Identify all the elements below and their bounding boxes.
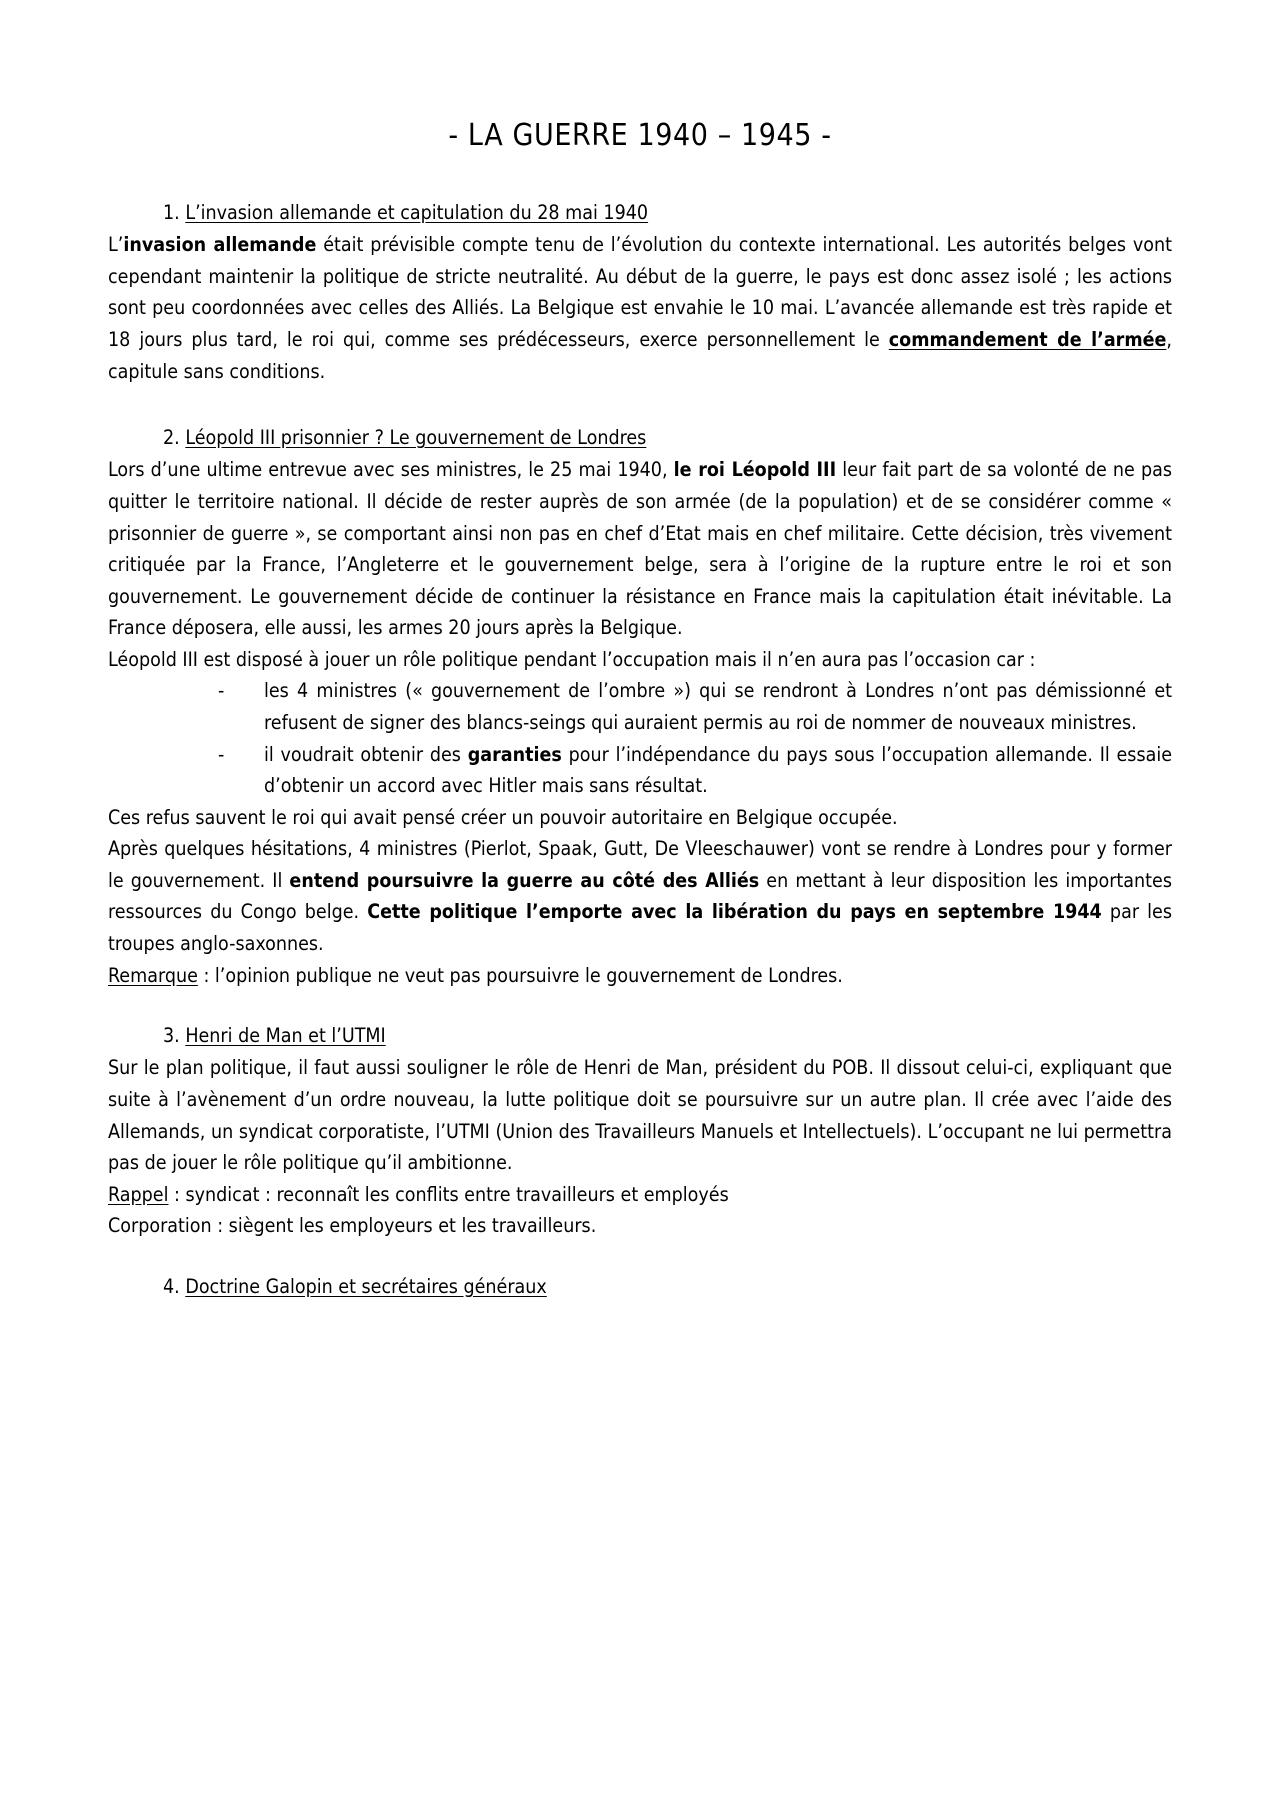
section-heading-4	[108, 1272, 1172, 1301]
bullet-dash-icon: -	[218, 679, 225, 703]
paragraph-2-4: Après quelques hésitations, 4 ministres (Pierlot, Spaak, Gutt, De Vleeschauwer) vont se rendre à Londres pour y former le gouvernement. Il entend poursuivre la guerre au côté des Alliés en mettant à leur disposition les importantes ressources du Congo belge. Cette politique l’emporte avec la libération du pays en septembre 1944 par les troupes anglo-saxonnes.	[108, 837, 1172, 956]
section-heading-3	[108, 1021, 1172, 1050]
paragraph-2-2: Léopold III est disposé à jouer un rôle politique pendant l’occupation mais il n’en aura pas l’occasion car :	[108, 647, 1036, 671]
paragraph-3-2: Rappel : syndicat : reconnaît les conflits entre travailleurs et employés	[108, 1182, 729, 1206]
section-title-3: Henri de Man et l’UTMI	[185, 1024, 386, 1048]
section-heading-2	[108, 423, 1172, 452]
section-number-3: 3.	[163, 1024, 180, 1048]
list-item-text: il voudrait obtenir des garanties pour l’indépendance du pays sous l’occupation allemande. Il essaie d’obtenir un accord avec Hitler mais sans résultat.	[264, 742, 1173, 798]
section-number-4: 4.	[163, 1274, 180, 1298]
paragraph-2-5: Remarque : l’opinion publique ne veut pas poursuivre le gouvernement de Londres.	[108, 963, 843, 987]
section-title-4: Doctrine Galopin et secrétaires généraux	[185, 1274, 547, 1298]
paragraph-2-1: Lors d’une ultime entrevue avec ses ministres, le 25 mai 1940, le roi Léopold III leur fait part de sa volonté de ne pas quitter le territoire national. Il décide de rester auprès de son armée (de la population) et de se considérer comme « prisonnier de guerre », se comportant ainsi non pas en chef d’Etat mais en chef militaire. Cette décision, très vivement critiquée par la France, l’Angleterre et le gouvernement belge, sera à l’origine de la rupture entre le roi et son gouvernement. Le gouvernement décide de continuer la résistance en France mais la capitulation était inévitable. La France déposera, elle aussi, les armes 20 jours après la Belgique.	[108, 458, 1172, 640]
spacer	[108, 991, 1172, 1021]
section-number-2: 2.	[163, 426, 180, 450]
section-title-2: Léopold III prisonnier ? Le gouvernement de Londres	[185, 426, 647, 450]
paragraph-3-1: Sur le plan politique, il faut aussi souligner le rôle de Henri de Man, président du POB. Il dissout celui-ci, expliquant que suite à l’avènement d’un ordre nouveau, la lutte politique doit se poursuivre sur un autre plan. Il crée avec l’aide des Allemands, un syndicat corporatiste, l’UTMI (Union des Travailleurs Manuels et Intellectuels). L’occupant ne lui permettra pas de jouer le rôle politique qu’il ambitionne.	[108, 1056, 1172, 1175]
spacer	[108, 1242, 1172, 1272]
section-heading-1	[108, 198, 1172, 227]
paragraph-3-3: Corporation : siègent les employeurs et les travailleurs.	[108, 1214, 597, 1238]
section-title-1: L’invasion allemande et capitulation du 28 mai 1940	[185, 201, 649, 224]
list-item	[218, 675, 1172, 738]
paragraph-1-1: L’invasion allemande était prévisible compte tenu de l’évolution du contexte international. Les autorités belges vont cependant maintenir la politique de stricte neutralité. Au début de la guerre, le pays est donc assez isolé ; les actions sont peu coordonnées avec celles des Alliés. La Belgique est envahie le 10 mai. L’avancée allemande est très rapide et 18 jours plus tard, le roi qui, comme ses prédécesseurs, exerce personnellement le commandement de l’armée, capitule sans conditions.	[108, 233, 1172, 383]
section-number-1: 1.	[163, 201, 180, 224]
paragraph-2-3: Ces refus sauvent le roi qui avait pensé créer un pouvoir autoritaire en Belgique occupée.	[108, 805, 898, 829]
page-title: - LA GUERRE 1940 – 1945 -	[448, 118, 832, 153]
list-item-text: les 4 ministres (« gouvernement de l’ombre ») qui se rendront à Londres n’ont pas démissionné et refusent de signer des blancs-seings qui auraient permis au roi de nommer de nouveaux ministres.	[264, 679, 1172, 735]
bullet-dash-icon: -	[218, 742, 225, 766]
list-item	[218, 739, 1172, 802]
spacer	[108, 387, 1172, 423]
bullet-list-section-2	[108, 675, 1172, 801]
